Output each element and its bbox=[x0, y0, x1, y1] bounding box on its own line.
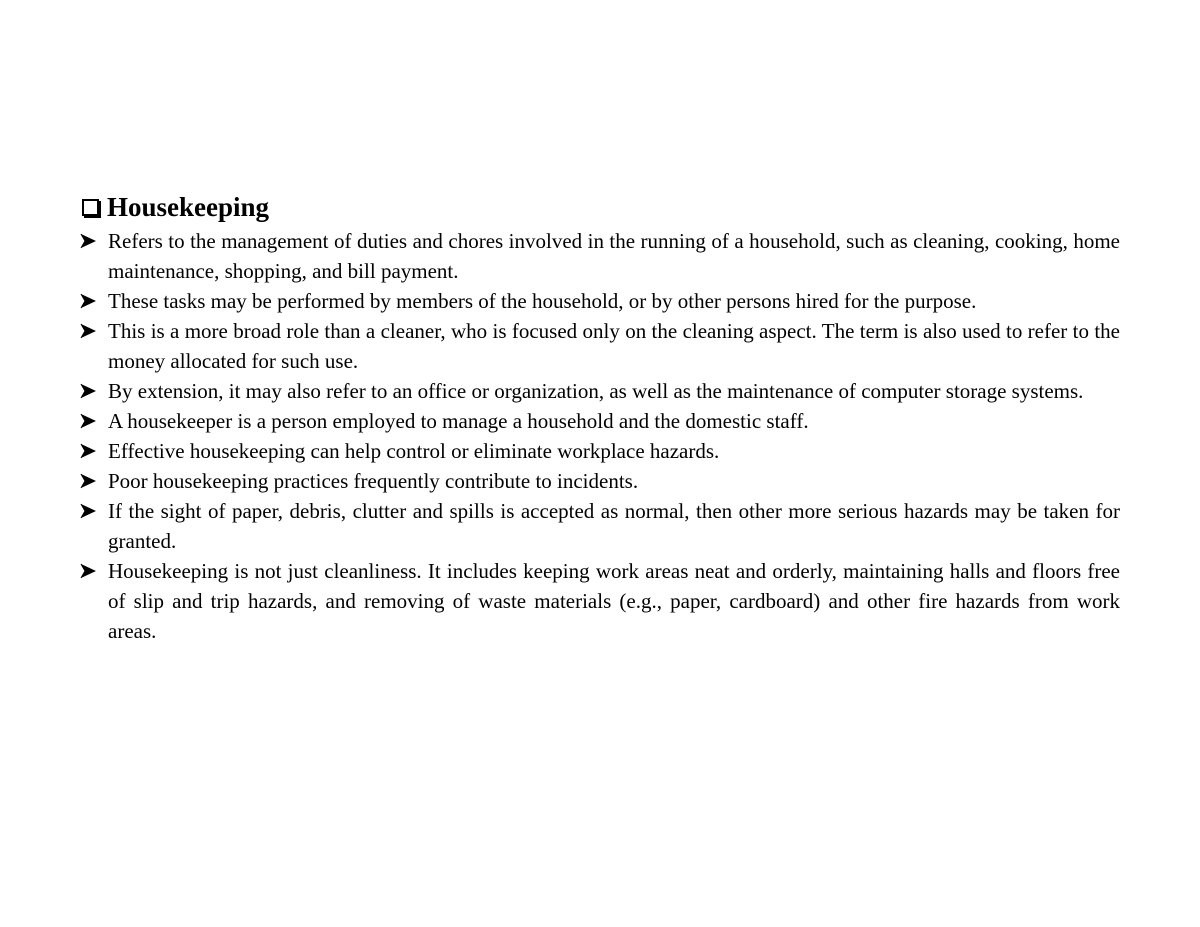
list-item bbox=[80, 466, 1120, 496]
list-item bbox=[80, 436, 1120, 466]
list-item-text: Effective housekeeping can help control or eliminate workplace hazards. bbox=[108, 439, 720, 463]
list-item bbox=[80, 226, 1120, 286]
hollow-square-icon bbox=[82, 199, 99, 216]
list-item bbox=[80, 406, 1120, 436]
list-item-text: These tasks may be performed by members of the household, or by other persons hired for the purpose. bbox=[108, 289, 977, 313]
list-item-text: Poor housekeeping practices frequently contribute to incidents. bbox=[108, 469, 639, 493]
list-item-text: Housekeeping is not just cleanliness. It includes keeping work areas neat and orderly, maintaining halls and floors free of slip and trip hazards, and removing of waste materials (e.g., paper, cardboard) and other fire hazards from work areas. bbox=[108, 559, 1120, 643]
arrowhead-icon bbox=[80, 556, 100, 586]
section-heading bbox=[80, 190, 1120, 224]
list-item bbox=[80, 316, 1120, 376]
arrowhead-icon bbox=[80, 376, 100, 406]
list-item-text: Refers to the management of duties and chores involved in the running of a household, such as cleaning, cooking, home maintenance, shopping, and bill payment. bbox=[108, 229, 1120, 283]
heading-title: Housekeeping bbox=[107, 192, 270, 222]
list-item-text: A housekeeper is a person employed to manage a household and the domestic staff. bbox=[108, 409, 809, 433]
arrowhead-icon bbox=[80, 496, 100, 526]
list-item bbox=[80, 556, 1120, 646]
slide-content bbox=[80, 190, 1120, 646]
arrowhead-icon bbox=[80, 436, 100, 466]
list-item-text: By extension, it may also refer to an office or organization, as well as the maintenance of computer storage systems. bbox=[108, 379, 1084, 403]
list-item bbox=[80, 286, 1120, 316]
list-item bbox=[80, 376, 1120, 406]
arrowhead-icon bbox=[80, 406, 100, 436]
arrowhead-icon bbox=[80, 316, 100, 346]
bullet-list bbox=[80, 226, 1120, 646]
arrowhead-icon bbox=[80, 466, 100, 496]
arrowhead-icon bbox=[80, 286, 100, 316]
list-item-text: This is a more broad role than a cleaner, who is focused only on the cleaning aspect. The term is also used to refer to the money allocated for such use. bbox=[108, 319, 1120, 373]
list-item-text: If the sight of paper, debris, clutter and spills is accepted as normal, then other more serious hazards may be taken for granted. bbox=[108, 499, 1120, 553]
list-item bbox=[80, 496, 1120, 556]
arrowhead-icon bbox=[80, 226, 100, 256]
